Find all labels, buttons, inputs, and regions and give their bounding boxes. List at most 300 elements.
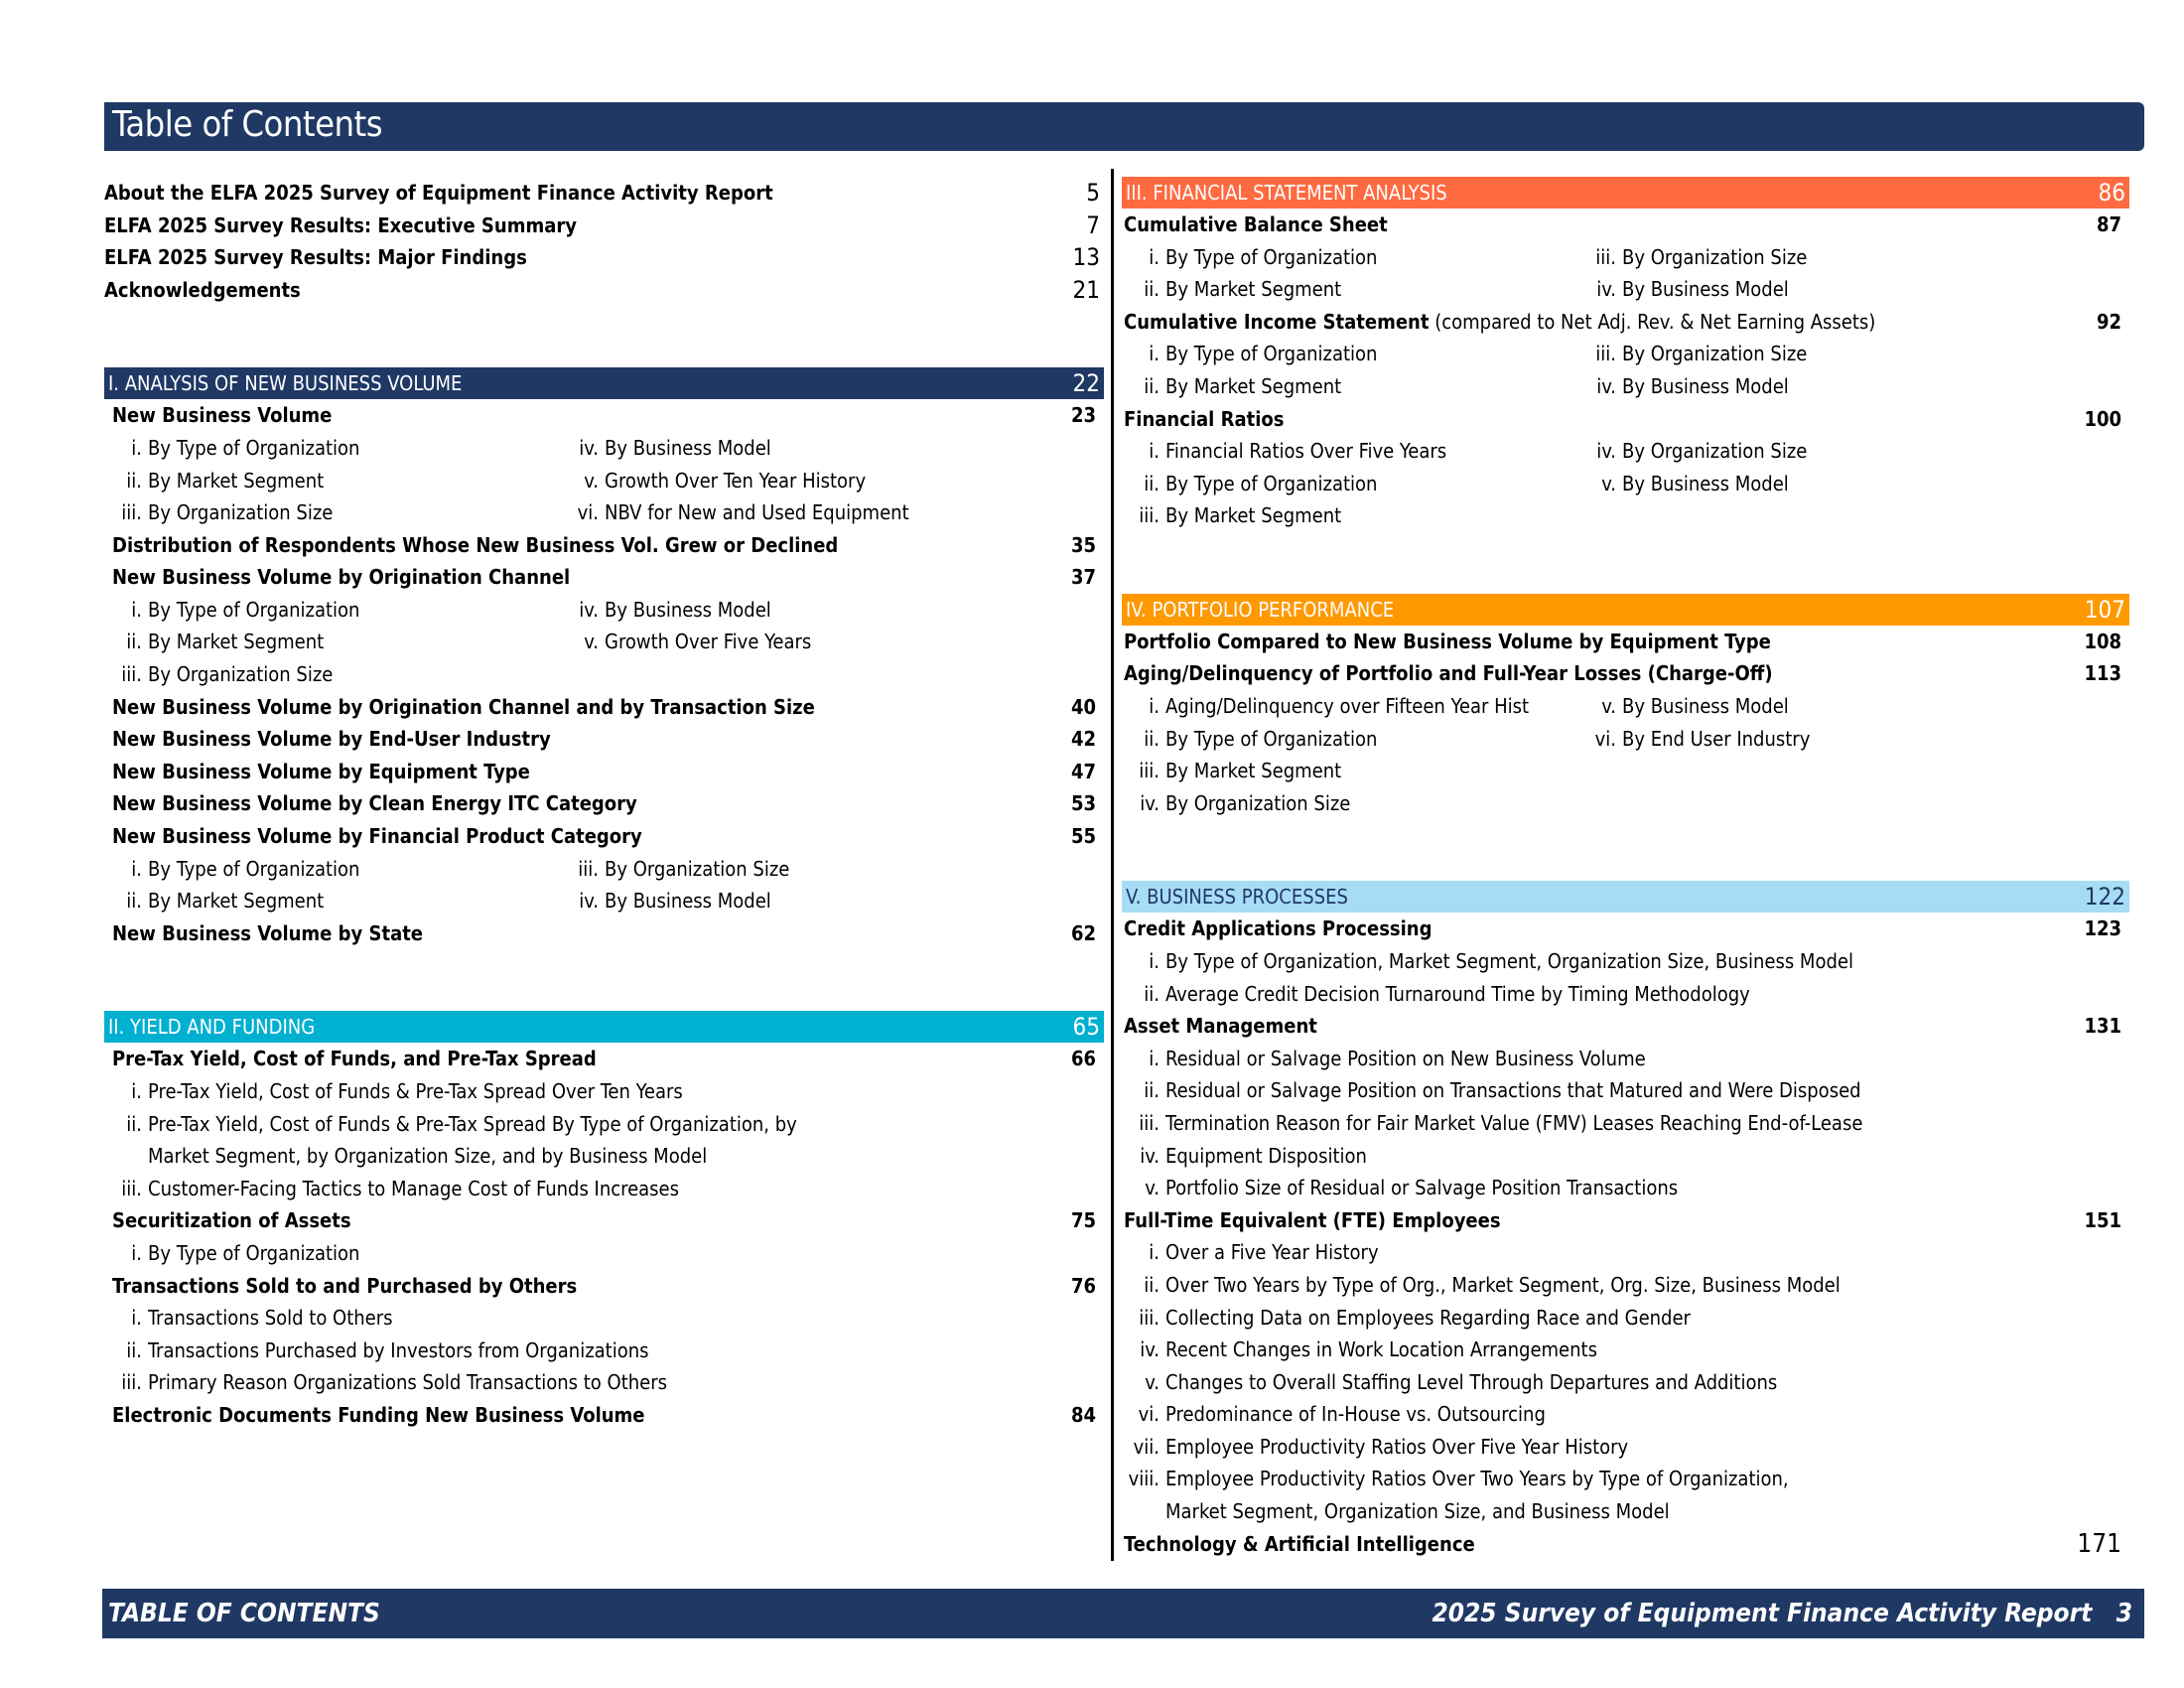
subentry-numeral: vi. xyxy=(1138,1402,1160,1427)
toc-subentry[interactable] xyxy=(94,1140,707,1173)
entry-page-number: 37 xyxy=(1070,565,1096,590)
section-title: II. YIELD AND FUNDING xyxy=(108,1015,316,1040)
entry-page-number: 75 xyxy=(1070,1208,1096,1233)
entry-label: Transactions Sold to and Purchased by Others xyxy=(112,1273,578,1298)
toc-subentry-row xyxy=(104,1173,1104,1205)
subentry-label: By Market Segment xyxy=(148,889,325,914)
subentry-label: Collecting Data on Employees Regarding Race and Gender xyxy=(1165,1305,1691,1330)
toc-subentry-row xyxy=(104,1302,1104,1335)
toc-subentry-row xyxy=(104,626,1104,658)
subentry-numeral: iv. xyxy=(1140,1337,1160,1362)
section-i-header[interactable] xyxy=(104,367,1104,399)
entry-label: New Business Volume by Equipment Type xyxy=(112,759,530,783)
toc-subentry-row xyxy=(104,432,1104,465)
subentry-label: By End User Industry xyxy=(1622,726,1811,751)
toc-entry[interactable] xyxy=(1122,1010,2129,1043)
toc-front-entry[interactable] xyxy=(104,241,1104,274)
subentry-numeral: viii. xyxy=(1128,1467,1160,1491)
toc-subentry[interactable] xyxy=(1112,499,1341,532)
entry-page-number: 76 xyxy=(1070,1273,1096,1298)
subentry-numeral: i. xyxy=(1149,244,1160,269)
toc-entry[interactable] xyxy=(1122,403,2129,436)
section-page-number: 107 xyxy=(2084,595,2125,624)
toc-subentry[interactable] xyxy=(551,626,811,658)
subentry-numeral: i. xyxy=(1149,439,1160,464)
toc-subentry[interactable] xyxy=(1112,1043,1646,1075)
section-iii-header[interactable] xyxy=(1122,177,2129,209)
toc-subentry[interactable] xyxy=(1112,1495,1670,1528)
toc-subentry-row xyxy=(1122,338,2129,370)
entry-note: (compared to Net Adj. Rev. & Net Earning Assets) xyxy=(1429,309,1876,334)
toc-entry[interactable] xyxy=(104,561,1104,594)
footer-section-label: TABLE OF CONTENTS xyxy=(108,1599,380,1628)
toc-subentry-row xyxy=(1122,435,2129,468)
subentry-numeral: i. xyxy=(131,435,142,460)
toc-subentry[interactable] xyxy=(1112,723,1377,756)
footer-report-title xyxy=(1432,1589,2132,1638)
toc-subentry[interactable] xyxy=(1112,338,1377,370)
subentry-label: By Type of Organization xyxy=(1165,342,1378,366)
toc-subentry[interactable] xyxy=(94,1108,797,1141)
entry-label: Technology & Artificial Intelligence xyxy=(1124,1531,1475,1556)
toc-subentry-row xyxy=(104,1335,1104,1367)
subentry-numeral: iii. xyxy=(121,1176,142,1200)
toc-left-column xyxy=(104,177,1104,1431)
section-title: V. BUSINESS PROCESSES xyxy=(1126,885,1348,910)
toc-entry[interactable] xyxy=(104,723,1104,756)
toc-subentry-row xyxy=(1122,1334,2129,1366)
toc-subentry[interactable] xyxy=(1112,755,1341,787)
subentry-label: By Business Model xyxy=(1622,471,1789,495)
toc-subentry[interactable] xyxy=(94,1335,649,1367)
entry-page-number: 66 xyxy=(1070,1047,1096,1071)
subentry-label: NBV for New and Used Equipment xyxy=(605,500,909,525)
entry-label: New Business Volume by State xyxy=(112,920,424,945)
subentry-numeral: iv. xyxy=(1596,439,1616,464)
toc-subentry[interactable] xyxy=(1569,370,1789,403)
subentry-label: By Type of Organization xyxy=(148,435,360,460)
subentry-numeral: iv. xyxy=(1596,373,1616,398)
entry-page-number: 123 xyxy=(2084,916,2121,941)
toc-subentry[interactable] xyxy=(1112,1302,1691,1335)
spacer xyxy=(104,949,1104,1011)
subentry-numeral: iv. xyxy=(1140,1143,1160,1168)
subentry-numeral: v. xyxy=(584,630,599,654)
toc-right-column xyxy=(1122,177,2129,1560)
entry-label: Asset Management xyxy=(1124,1014,1317,1039)
page-title: Table of Contents xyxy=(112,104,383,145)
subentry-numeral: v. xyxy=(584,468,599,492)
section-ii-header[interactable] xyxy=(104,1011,1104,1043)
toc-subentry-row xyxy=(1122,755,2129,787)
subentry-numeral: i. xyxy=(131,1240,142,1265)
subentry-label: Over a Five Year History xyxy=(1165,1240,1379,1265)
toc-entry[interactable] xyxy=(1122,1204,2129,1237)
toc-entry[interactable] xyxy=(104,399,1104,432)
toc-subentry-row xyxy=(1122,273,2129,306)
toc-subentry[interactable] xyxy=(551,432,771,465)
entry-label: Full-Time Equivalent (FTE) Employees xyxy=(1124,1207,1501,1232)
subentry-label: By Type of Organization xyxy=(1165,471,1378,495)
toc-entry[interactable] xyxy=(104,529,1104,562)
toc-subentry[interactable] xyxy=(1112,1074,1861,1107)
subentry-label: By Market Segment xyxy=(148,630,325,654)
toc-subentry-row xyxy=(1122,1107,2129,1140)
toc-subentry[interactable] xyxy=(94,594,359,627)
entry-page-number: 47 xyxy=(1070,759,1096,783)
toc-subentry-row xyxy=(1122,1269,2129,1302)
toc-subentry-row xyxy=(1122,787,2129,820)
entry-page-number: 13 xyxy=(1072,243,1100,272)
subentry-numeral: iv. xyxy=(579,597,599,622)
entry-label: Financial Ratios xyxy=(1124,406,1285,431)
subentry-label: By Organization Size xyxy=(1622,342,1808,366)
subentry-label: By Business Model xyxy=(1622,694,1789,719)
toc-subentry-row xyxy=(1122,499,2129,532)
section-page-number: 122 xyxy=(2084,883,2125,912)
toc-subentry-row xyxy=(1122,690,2129,723)
subentry-label: Growth Over Ten Year History xyxy=(605,468,867,492)
toc-subentry[interactable] xyxy=(1112,1366,1777,1399)
entry-page-number: 21 xyxy=(1072,275,1100,304)
subentry-numeral: iii. xyxy=(1139,759,1160,783)
subentry-numeral: i. xyxy=(131,597,142,622)
toc-subentry[interactable] xyxy=(1112,1107,1862,1140)
toc-subentry[interactable] xyxy=(551,853,789,886)
toc-subentry[interactable] xyxy=(94,885,324,917)
entry-page-number: 23 xyxy=(1070,403,1096,428)
entry-page-number: 92 xyxy=(2096,309,2121,334)
toc-subentry[interactable] xyxy=(1569,723,1810,756)
subentry-label: Financial Ratios Over Five Years xyxy=(1165,439,1447,464)
subentry-numeral: ii. xyxy=(126,468,142,492)
toc-entry[interactable] xyxy=(104,787,1104,820)
toc-subentry[interactable] xyxy=(1112,370,1341,403)
toc-subentry-row xyxy=(1122,1463,2129,1495)
toc-front-entry[interactable] xyxy=(104,274,1104,307)
toc-entry[interactable] xyxy=(1122,657,2129,690)
subentry-numeral: i. xyxy=(1149,694,1160,719)
toc-subentry[interactable] xyxy=(551,885,771,917)
subentry-label: Growth Over Five Years xyxy=(605,630,812,654)
subentry-numeral: ii. xyxy=(126,630,142,654)
subentry-label: Residual or Salvage Position on New Business Volume xyxy=(1165,1046,1646,1070)
subentry-numeral: i. xyxy=(1149,342,1160,366)
footer-bar xyxy=(102,1589,2144,1638)
footer-report-name: 2025 Survey of Equipment Finance Activity Report xyxy=(1432,1599,2093,1628)
subentry-numeral: v. xyxy=(1145,1369,1160,1394)
toc-subentry[interactable] xyxy=(94,496,333,529)
toc-subentry-row xyxy=(1122,1074,2129,1107)
toc-subentry[interactable] xyxy=(1569,338,1807,370)
subentry-label: By Market Segment xyxy=(1165,373,1342,398)
toc-subentry-row xyxy=(1122,945,2129,978)
entry-page-number: 53 xyxy=(1070,791,1096,816)
toc-subentry-row xyxy=(1122,1398,2129,1431)
entry-label: Distribution of Respondents Whose New Business Vol. Grew or Declined xyxy=(112,532,839,557)
toc-subentry[interactable] xyxy=(94,626,324,658)
toc-subentry[interactable] xyxy=(1569,241,1807,274)
toc-subentry[interactable] xyxy=(1112,1334,1597,1366)
toc-entry[interactable] xyxy=(104,820,1104,853)
entry-label: New Business Volume by Origination Channel xyxy=(112,565,571,590)
section-page-number: 86 xyxy=(2098,179,2125,207)
subentry-numeral: ii. xyxy=(1144,277,1160,302)
subentry-numeral: i. xyxy=(131,1306,142,1331)
subentry-numeral: i. xyxy=(1149,1046,1160,1070)
entry-label: Electronic Documents Funding New Business Volume xyxy=(112,1402,645,1427)
subentry-label: Termination Reason for Fair Market Value (FMV) Leases Reaching End-of-Lease xyxy=(1165,1110,1863,1135)
toc-subentry-row xyxy=(104,594,1104,627)
subentry-label: By Business Model xyxy=(605,889,771,914)
toc-subentry[interactable] xyxy=(1569,468,1789,500)
toc-entry[interactable] xyxy=(1122,209,2129,241)
toc-subentry[interactable] xyxy=(1112,787,1350,820)
entry-page-number: 100 xyxy=(2084,406,2121,431)
subentry-label: Pre-Tax Yield, Cost of Funds & Pre-Tax Spread By Type of Organization, by xyxy=(148,1111,797,1136)
section-iv-header[interactable] xyxy=(1122,594,2129,626)
subentry-numeral: ii. xyxy=(1144,1272,1160,1297)
spacer xyxy=(1122,532,2129,594)
entry-label: New Business Volume xyxy=(112,403,333,428)
subentry-numeral: i. xyxy=(1149,1240,1160,1265)
entry-label: Portfolio Compared to New Business Volume by Equipment Type xyxy=(1124,629,1771,653)
subentry-label: By Business Model xyxy=(1622,373,1789,398)
subentry-label: By Organization Size xyxy=(148,500,334,525)
subentry-numeral: ii. xyxy=(126,1111,142,1136)
subentry-label: By Market Segment xyxy=(148,468,325,492)
subentry-label: Pre-Tax Yield, Cost of Funds & Pre-Tax Spread Over Ten Years xyxy=(148,1078,683,1103)
subentry-label: Customer-Facing Tactics to Manage Cost of Funds Increases xyxy=(148,1176,680,1200)
entry-page-number: 84 xyxy=(1070,1402,1096,1427)
subentry-numeral: iii. xyxy=(1139,503,1160,528)
entry-label: Credit Applications Processing xyxy=(1124,916,1433,941)
subentry-numeral: iii. xyxy=(1595,244,1616,269)
toc-subentry-row xyxy=(104,496,1104,529)
toc-subentry-row xyxy=(104,658,1104,691)
spacer xyxy=(1122,819,2129,881)
subentry-numeral: iv. xyxy=(1596,277,1616,302)
toc-subentry[interactable] xyxy=(94,465,324,497)
footer-page-number: 3 xyxy=(2116,1599,2132,1628)
subentry-numeral: ii. xyxy=(1144,726,1160,751)
toc-subentry-row xyxy=(104,885,1104,917)
toc-subentry[interactable] xyxy=(94,1237,359,1270)
toc-subentry[interactable] xyxy=(551,496,909,529)
section-v-header[interactable] xyxy=(1122,881,2129,913)
toc-subentry-row xyxy=(1122,1366,2129,1399)
entry-label: New Business Volume by Origination Channel and by Transaction Size xyxy=(112,694,815,719)
subentry-label: By Business Model xyxy=(605,597,771,622)
subentry-numeral: vi. xyxy=(577,500,599,525)
subentry-numeral: ii. xyxy=(1144,373,1160,398)
toc-subentry-row xyxy=(1122,1495,2129,1528)
subentry-label: Market Segment, by Organization Size, and by Business Model xyxy=(148,1144,708,1169)
entry-label: ELFA 2025 Survey Results: Executive Summary xyxy=(104,212,577,237)
toc-subentry-row xyxy=(1122,723,2129,756)
subentry-numeral: iii. xyxy=(121,500,142,525)
entry-label: ELFA 2025 Survey Results: Major Findings xyxy=(104,245,527,270)
subentry-label: By Organization Size xyxy=(1622,439,1808,464)
toc-entry[interactable] xyxy=(104,756,1104,788)
toc-subentry[interactable] xyxy=(94,432,359,465)
toc-subentry[interactable] xyxy=(1112,435,1446,468)
section-title: I. ANALYSIS OF NEW BUSINESS VOLUME xyxy=(108,371,463,396)
toc-subentry[interactable] xyxy=(1112,1463,1789,1495)
entry-label: New Business Volume by End-User Industry xyxy=(112,727,551,752)
toc-subentry[interactable] xyxy=(551,594,771,627)
subentry-label: Employee Productivity Ratios Over Five Year History xyxy=(1165,1434,1629,1459)
subentry-label: By Type of Organization xyxy=(1165,726,1378,751)
toc-subentry-row xyxy=(1122,370,2129,403)
subentry-label: By Business Model xyxy=(1622,277,1789,302)
toc-subentry[interactable] xyxy=(1112,1140,1367,1173)
toc-subentry[interactable] xyxy=(94,1302,393,1335)
subentry-label: By Organization Size xyxy=(605,856,790,881)
toc-subentry[interactable] xyxy=(1112,241,1377,274)
toc-subentry[interactable] xyxy=(1112,690,1529,723)
toc-subentry-row xyxy=(1122,1236,2129,1269)
entry-page-number: 7 xyxy=(1086,211,1100,239)
subentry-numeral: i. xyxy=(131,856,142,881)
toc-subentry[interactable] xyxy=(1569,690,1789,723)
toc-subentry[interactable] xyxy=(94,1366,667,1399)
entry-label: About the ELFA 2025 Survey of Equipment Finance Activity Report xyxy=(104,181,773,205)
spacer xyxy=(104,306,1104,367)
subentry-numeral: iii. xyxy=(121,1370,142,1395)
subentry-label: Employee Productivity Ratios Over Two Years by Type of Organization, xyxy=(1165,1467,1789,1491)
subentry-label: By Type of Organization xyxy=(148,597,360,622)
toc-entry[interactable] xyxy=(104,917,1104,950)
section-page-number: 22 xyxy=(1072,369,1100,398)
subentry-numeral: iii. xyxy=(121,662,142,687)
toc-subentry[interactable] xyxy=(1112,1269,1841,1302)
toc-entry[interactable] xyxy=(104,1204,1104,1237)
toc-subentry-row xyxy=(104,1075,1104,1108)
toc-entry[interactable] xyxy=(1122,913,2129,945)
subentry-label: Market Segment, Organization Size, and Business Model xyxy=(1165,1499,1670,1524)
toc-front-entry[interactable] xyxy=(104,177,1104,210)
subentry-numeral: i. xyxy=(1149,948,1160,973)
toc-subentry[interactable] xyxy=(94,1173,679,1205)
toc-subentry-row xyxy=(1122,1431,2129,1464)
toc-subentry[interactable] xyxy=(1112,945,1853,978)
subentry-numeral: iii. xyxy=(1139,1110,1160,1135)
toc-subentry-row xyxy=(1122,468,2129,500)
toc-subentry[interactable] xyxy=(94,1075,683,1108)
subentry-label: Over Two Years by Type of Org., Market Segment, Org. Size, Business Model xyxy=(1165,1272,1841,1297)
toc-subentry[interactable] xyxy=(94,853,359,886)
toc-subentry-row xyxy=(1122,1043,2129,1075)
subentry-label: By Organization Size xyxy=(148,662,334,687)
subentry-numeral: iii. xyxy=(1595,342,1616,366)
subentry-label: By Type of Organization xyxy=(148,1240,360,1265)
entry-label: Cumulative Income Statement xyxy=(1124,309,1430,334)
subentry-label: By Organization Size xyxy=(1165,790,1351,815)
toc-subentry-row xyxy=(1122,1172,2129,1204)
toc-entry[interactable] xyxy=(104,1399,1104,1432)
entry-label: New Business Volume by Clean Energy ITC Category xyxy=(112,791,637,816)
entry-page-number: 35 xyxy=(1070,532,1096,557)
entry-label: Securitization of Assets xyxy=(112,1208,351,1233)
subentry-numeral: v. xyxy=(1145,1176,1160,1200)
subentry-label: Primary Reason Organizations Sold Transactions to Others xyxy=(148,1370,667,1395)
subentry-label: Aging/Delinquency over Fifteen Year Hist xyxy=(1165,694,1530,719)
entry-page-number: 55 xyxy=(1070,824,1096,849)
subentry-label: By Type of Organization xyxy=(1165,244,1378,269)
entry-page-number: 171 xyxy=(2077,1528,2121,1559)
subentry-label: Transactions Sold to Others xyxy=(148,1306,393,1331)
subentry-numeral: iv. xyxy=(579,435,599,460)
subentry-label: By Market Segment xyxy=(1165,277,1342,302)
toc-subentry[interactable] xyxy=(1112,468,1377,500)
subentry-numeral: iii. xyxy=(1139,1305,1160,1330)
subentry-numeral: ii. xyxy=(1144,471,1160,495)
subentry-label: Recent Changes in Work Location Arrangements xyxy=(1165,1337,1597,1362)
toc-subentry[interactable] xyxy=(1112,1236,1379,1269)
toc-subentry[interactable] xyxy=(551,465,866,497)
subentry-numeral: iv. xyxy=(579,889,599,914)
entry-page-number: 108 xyxy=(2084,629,2121,653)
toc-subentry[interactable] xyxy=(1569,435,1807,468)
entry-label: New Business Volume by Financial Product Category xyxy=(112,824,642,849)
toc-subentry-row xyxy=(104,1140,1104,1173)
toc-subentry[interactable] xyxy=(1569,273,1789,306)
subentry-label: By Type of Organization xyxy=(148,856,360,881)
toc-front-entry[interactable] xyxy=(104,210,1104,242)
toc-subentry-row xyxy=(1122,241,2129,274)
toc-subentry[interactable] xyxy=(1112,1172,1678,1204)
toc-entry[interactable] xyxy=(104,1043,1104,1075)
subentry-numeral: vii. xyxy=(1133,1434,1160,1459)
toc-subentry[interactable] xyxy=(1112,1431,1628,1464)
entry-page-number: 151 xyxy=(2084,1207,2121,1232)
toc-subentry-row xyxy=(1122,978,2129,1011)
subentry-numeral: iii. xyxy=(578,856,599,881)
subentry-label: Transactions Purchased by Investors from Organizations xyxy=(148,1337,649,1362)
subentry-numeral: v. xyxy=(1601,471,1616,495)
entry-page-number: 40 xyxy=(1070,694,1096,719)
subentry-numeral: vi. xyxy=(1594,726,1616,751)
subentry-label: Changes to Overall Staffing Level Through Departures and Additions xyxy=(1165,1369,1778,1394)
entry-page-number: 5 xyxy=(1086,179,1100,207)
toc-subentry-row xyxy=(104,1237,1104,1270)
toc-subentry[interactable] xyxy=(1112,1398,1546,1431)
toc-subentry-row xyxy=(104,1366,1104,1399)
section-page-number: 65 xyxy=(1072,1013,1100,1042)
subentry-label: Residual or Salvage Position on Transactions that Matured and Were Disposed xyxy=(1165,1078,1861,1103)
toc-entry[interactable] xyxy=(1122,626,2129,658)
subentry-label: By Organization Size xyxy=(1622,244,1808,269)
toc-entry[interactable] xyxy=(1122,306,2129,339)
entry-label: Pre-Tax Yield, Cost of Funds, and Pre-Tax Spread xyxy=(112,1047,597,1071)
entry-page-number: 87 xyxy=(2096,212,2121,236)
section-title: IV. PORTFOLIO PERFORMANCE xyxy=(1126,597,1395,622)
entry-page-number: 113 xyxy=(2084,661,2121,686)
toc-subentry-row xyxy=(104,465,1104,497)
toc-subentry[interactable] xyxy=(94,658,333,691)
subentry-numeral: v. xyxy=(1601,694,1616,719)
toc-entry[interactable] xyxy=(104,1270,1104,1303)
subentry-numeral: i. xyxy=(131,1078,142,1103)
toc-entry[interactable] xyxy=(1122,1528,2129,1561)
toc-subentry[interactable] xyxy=(1112,978,1750,1011)
entry-page-number: 131 xyxy=(2084,1014,2121,1039)
entry-page-number: 42 xyxy=(1070,727,1096,752)
toc-entry[interactable] xyxy=(104,691,1104,724)
toc-subentry-row xyxy=(104,1108,1104,1141)
toc-subentry[interactable] xyxy=(1112,273,1341,306)
